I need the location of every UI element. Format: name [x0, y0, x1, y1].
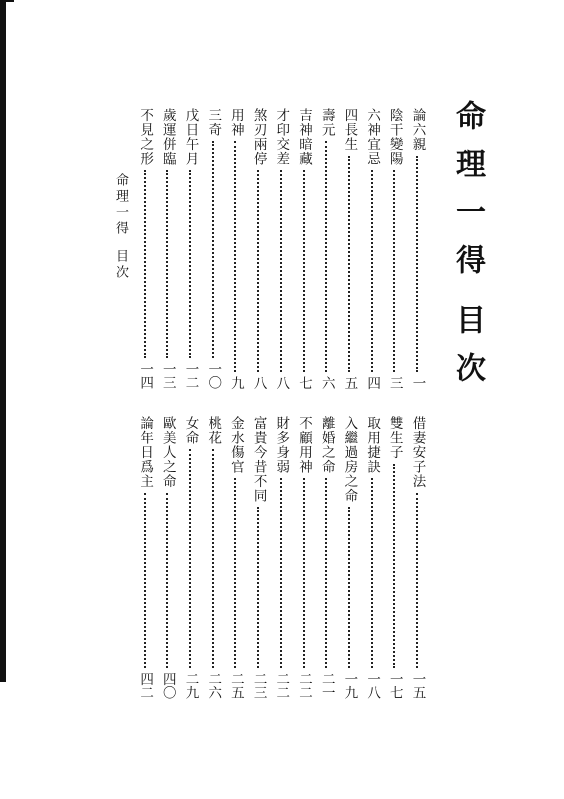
toc-entry-label: 三奇 — [205, 108, 222, 137]
toc-entry-page: 二二 — [273, 672, 290, 699]
toc-entry-label: 財多身弱 — [273, 416, 290, 474]
toc-entry[interactable] — [363, 416, 383, 700]
toc-dot-leader — [189, 449, 191, 668]
toc-entry-label: 六神宜忌 — [364, 108, 381, 166]
toc-dot-leader — [212, 141, 214, 358]
toc-dot-leader — [348, 507, 350, 668]
toc-entry[interactable] — [340, 416, 360, 700]
toc-entry[interactable] — [204, 416, 224, 700]
toc-entry-label: 歲運併臨 — [159, 108, 176, 166]
toc-entry[interactable] — [158, 416, 178, 700]
toc-entry-page: 一四 — [137, 362, 154, 389]
page-title — [450, 100, 485, 400]
running-header — [114, 173, 127, 281]
toc-entry[interactable] — [317, 416, 337, 700]
toc-entry-page: 二一 — [318, 672, 335, 699]
toc-entry[interactable] — [317, 108, 337, 390]
toc-entry-page: 九 — [227, 376, 244, 390]
toc-entry[interactable] — [181, 416, 201, 700]
toc-entry[interactable] — [408, 108, 428, 390]
toc-entry-page: 一 — [409, 376, 426, 390]
toc-dot-leader — [280, 170, 282, 372]
toc-entry[interactable] — [226, 108, 246, 390]
toc-entry-label: 不見之形 — [137, 108, 154, 166]
toc-entry-page: 一〇 — [205, 362, 222, 389]
toc-entry-label: 煞刃兩停 — [250, 108, 267, 166]
toc-entry-page: 一五 — [409, 672, 426, 699]
toc-entry[interactable] — [408, 416, 428, 700]
toc-dot-leader — [416, 493, 418, 669]
toc-entry[interactable] — [272, 108, 292, 390]
toc-dot-leader — [257, 507, 259, 668]
title-main: 命理一得 — [450, 100, 485, 292]
toc-entry-page: 一八 — [364, 672, 381, 699]
toc-dot-leader — [234, 478, 236, 668]
toc-entry-page: 二五 — [227, 672, 244, 699]
toc-dot-leader — [393, 170, 395, 372]
toc-entry-label: 借妻安子法 — [409, 416, 426, 489]
toc-entry-label: 入繼過房之命 — [341, 416, 358, 503]
toc-entry-page: 二六 — [205, 672, 222, 699]
toc-entry-page: 一七 — [386, 672, 403, 699]
toc-entry[interactable] — [295, 416, 315, 700]
toc-entry-page: 二三 — [250, 672, 267, 699]
toc-dot-leader — [416, 156, 418, 373]
toc-entry-page: 二二 — [296, 672, 312, 699]
toc-dot-leader — [348, 156, 350, 373]
toc-dot-leader — [257, 170, 259, 372]
toc-entry-page: 一二 — [182, 362, 199, 389]
toc-entry-label: 陰干變陽 — [386, 108, 403, 166]
toc-dot-leader — [144, 170, 146, 358]
toc-entry-page: 八 — [250, 376, 267, 390]
toc-dot-leader — [393, 464, 395, 669]
title-suffix: 目次 — [450, 304, 485, 400]
toc-entry-label: 吉神暗藏 — [296, 108, 312, 166]
toc-entry-label: 戊日午月 — [182, 108, 199, 166]
toc-dot-leader — [325, 478, 327, 668]
toc-entry-page: 四 — [364, 376, 381, 390]
toc-entry-page: 五 — [341, 376, 358, 390]
toc-entry-label: 才印交差 — [273, 108, 290, 166]
toc-entry-page: 一三 — [159, 362, 176, 389]
toc-entry[interactable] — [249, 416, 269, 700]
running-header-suffix: 目次 — [113, 249, 128, 281]
toc-entry-label: 論六親 — [409, 108, 426, 152]
toc-dot-leader — [303, 478, 305, 668]
toc-dot-leader — [303, 170, 305, 372]
toc-entry-page: 一九 — [341, 672, 358, 699]
toc-entry-label: 論年日爲主 — [137, 416, 154, 489]
toc-entry-page: 六 — [318, 376, 335, 390]
toc-entry[interactable] — [181, 108, 201, 390]
toc-dot-leader — [371, 170, 373, 372]
toc-entry[interactable] — [363, 108, 383, 390]
toc-dot-leader — [371, 478, 373, 668]
toc-dot-leader — [189, 170, 191, 358]
toc-entry-label: 不顧用神 — [296, 416, 312, 474]
toc-entry-label: 離婚之命 — [318, 416, 335, 474]
toc-entry[interactable] — [226, 416, 246, 700]
toc-entry-label: 桃花 — [205, 416, 222, 445]
toc-entry[interactable] — [136, 416, 156, 700]
toc-entry-label: 金水傷官 — [227, 416, 244, 474]
toc-entry-label: 壽元 — [318, 108, 335, 137]
toc-entry[interactable] — [158, 108, 178, 390]
toc-dot-leader — [144, 493, 146, 669]
toc-entry-page: 二九 — [182, 672, 199, 699]
toc-dot-leader — [325, 141, 327, 372]
toc-entry[interactable] — [385, 108, 405, 390]
toc-entry-page: 四〇 — [159, 672, 176, 699]
toc-entry-label: 取用捷訣 — [364, 416, 381, 474]
toc-entry-label: 雙生子 — [386, 416, 403, 460]
toc-dot-leader — [166, 170, 168, 358]
toc-entry-label: 用神 — [227, 108, 244, 137]
toc-entry-label: 富貴今昔不同 — [250, 416, 267, 503]
binding-edge-rule — [0, 2, 6, 682]
toc-dot-leader — [280, 478, 282, 668]
toc-entry-page: 八 — [273, 376, 290, 390]
toc-dot-leader — [212, 449, 214, 668]
toc-entry[interactable] — [204, 108, 224, 390]
toc-entry-page: 三 — [386, 376, 403, 390]
toc-entry-label: 歐美人之命 — [159, 416, 176, 489]
running-header-title: 命理一得 — [113, 173, 128, 237]
toc-dot-leader — [166, 493, 168, 669]
toc-entry[interactable] — [272, 416, 292, 700]
toc-entry-label: 女命 — [182, 416, 199, 445]
toc-entry[interactable] — [249, 108, 269, 390]
toc-entry-label: 四長生 — [341, 108, 358, 152]
toc-dot-leader — [234, 141, 236, 372]
toc-entry[interactable] — [340, 108, 360, 390]
toc-entry[interactable] — [136, 108, 156, 390]
toc-entry[interactable] — [385, 416, 405, 700]
toc-entry-page: 四二 — [137, 672, 154, 699]
toc-entry-page: 七 — [296, 376, 312, 390]
toc-entry[interactable] — [295, 108, 315, 390]
